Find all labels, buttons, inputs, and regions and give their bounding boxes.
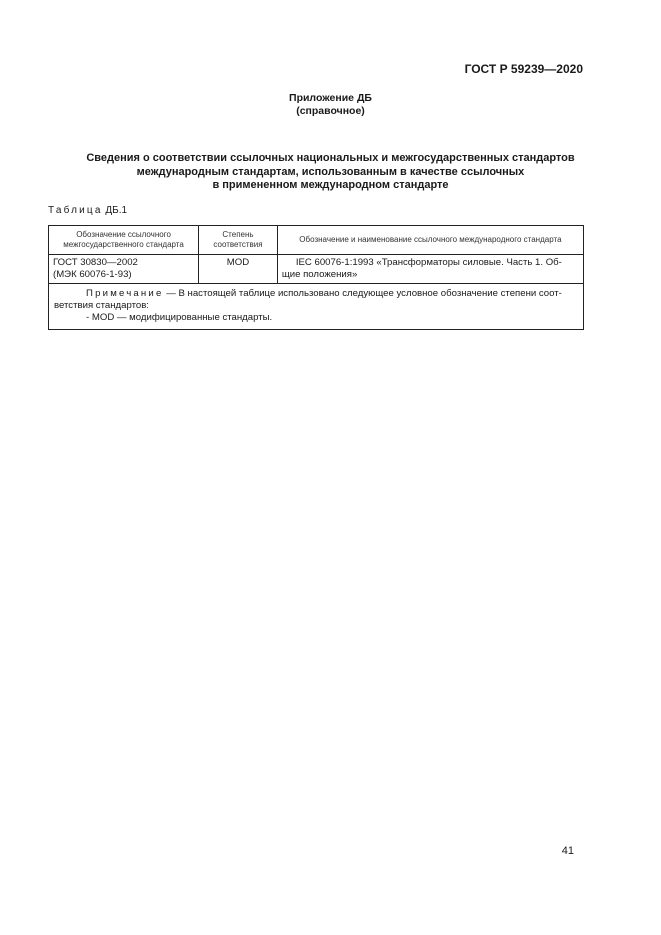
- document-code: ГОСТ Р 59239—2020: [464, 62, 583, 76]
- annex-block: [0, 92, 661, 118]
- cell-standard: [49, 255, 199, 284]
- table-note-row: [49, 284, 584, 330]
- cell-intl-line-2: щие положения»: [281, 269, 358, 280]
- annex-subtitle: (справочное): [296, 105, 365, 117]
- cell-degree: MOD: [199, 255, 278, 284]
- note-line-1-text: — В настоящей таблице использовано следующее условное обозначение степени соот-: [163, 288, 562, 299]
- note-line-3: - MOD — модифицированные стандарты.: [86, 312, 273, 323]
- annex-title: Приложение ДБ: [289, 92, 372, 104]
- cell-standard-line-2: (МЭК 60076-1-93): [53, 269, 132, 280]
- cell-intl-line-1: IEC 60076-1:1993 «Трансформаторы силовые. Часть 1. Об-: [295, 257, 562, 268]
- table-caption: [48, 205, 127, 216]
- cell-standard-line-1: ГОСТ 30830—2002: [53, 257, 138, 268]
- header-cell-intl-standard: Обозначение и наименование ссылочного международного стандарта: [277, 226, 583, 255]
- section-heading: [40, 152, 621, 193]
- table-row: [49, 255, 584, 284]
- table-note: [49, 284, 584, 330]
- heading-line-3: в примененном международном стандарте: [212, 179, 449, 191]
- page-number: 41: [561, 845, 574, 857]
- table-caption-prefix: Таблица: [48, 205, 103, 216]
- table-header-row: [49, 226, 584, 255]
- header-cell-degree: Степень соответствия: [199, 226, 278, 255]
- note-line-2: ветствия стандартов:: [54, 300, 149, 311]
- cell-intl-standard: [277, 255, 583, 284]
- reference-table: [48, 225, 584, 330]
- note-title: Примечание: [86, 288, 164, 299]
- heading-line-1: Сведения о соответствии ссылочных национальных и межгосударственных стандартов: [86, 152, 575, 164]
- table-caption-number: ДБ.1: [105, 205, 128, 216]
- heading-line-2: международным стандартам, использованным в качестве ссылочных: [136, 165, 525, 178]
- note-line-1: [54, 288, 578, 300]
- header-cell-standard: Обозначение ссылочного межгосударственного стандарта: [49, 226, 199, 255]
